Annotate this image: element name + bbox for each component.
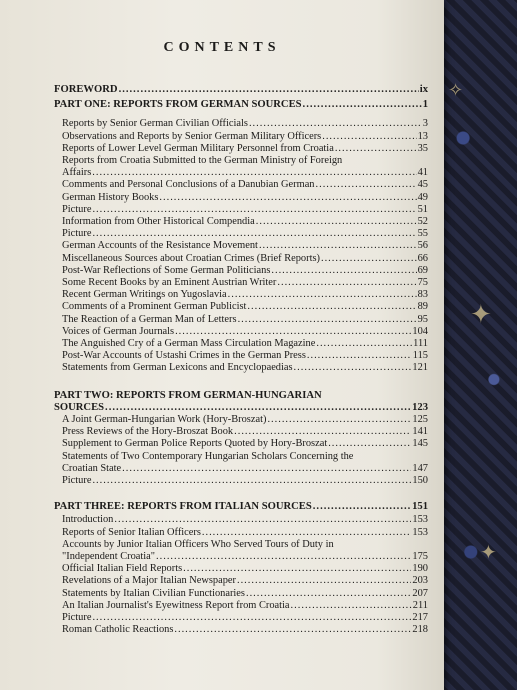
page-number: 13 — [417, 130, 428, 142]
page-number: 55 — [417, 228, 428, 240]
dot-leader — [259, 240, 417, 252]
page-number: 56 — [417, 240, 428, 252]
dot-leader — [228, 289, 417, 301]
toc-entry-title: Comments of a Prominent German Publicist — [62, 301, 247, 313]
toc-entry[interactable] — [62, 265, 428, 277]
dot-leader — [291, 600, 412, 612]
page-title: CONTENTS — [163, 40, 281, 55]
page-number: 35 — [417, 142, 428, 154]
page-number: 123 — [412, 401, 428, 413]
dot-leader — [92, 612, 411, 624]
toc-part-one-title: PART ONE: REPORTS FROM GERMAN SOURCES — [54, 99, 302, 111]
toc-entry-title: Information from Other Historical Compendia — [62, 216, 255, 227]
toc-entry-title: An Italian Journalist's Eyewitness Report from Croatia — [62, 599, 290, 611]
page-number: 52 — [417, 216, 428, 227]
toc-entry[interactable] — [62, 192, 428, 204]
toc-part-three[interactable] — [54, 501, 428, 513]
dot-leader — [322, 131, 416, 143]
dot-leader — [174, 624, 411, 636]
dot-leader — [316, 179, 417, 191]
page-number: 207 — [412, 587, 428, 599]
page-number: 75 — [417, 277, 428, 288]
toc-entry-title: Reports of Senior Italian Officers — [62, 526, 201, 538]
page-number: 153 — [412, 526, 428, 538]
dot-leader — [119, 84, 419, 96]
toc-entry[interactable] — [62, 314, 428, 326]
page-number: 83 — [417, 289, 428, 301]
dot-leader — [271, 265, 416, 277]
page-number: 1 — [422, 99, 428, 111]
toc-entry-title: Miscellaneous Sources about Croatian Crimes (Brief Reports) — [62, 252, 320, 264]
page-number: 145 — [412, 438, 428, 450]
page-number: 153 — [412, 514, 428, 526]
toc-part-one[interactable] — [54, 99, 428, 111]
dot-leader — [247, 301, 416, 313]
page-number: 211 — [412, 599, 428, 611]
toc-entry[interactable] — [62, 527, 428, 539]
dot-leader — [321, 253, 417, 265]
toc-entry[interactable] — [62, 326, 428, 338]
toc-entry-title: Statements of Two Contemporary Hungarian Scholars Concerning the — [62, 450, 354, 462]
toc-entry-title: Press Reviews of the Hory-Broszat Book — [62, 426, 234, 438]
page-number: 125 — [412, 414, 428, 425]
page-number: 95 — [417, 313, 428, 325]
toc-entry-title: Picture — [62, 612, 92, 623]
page-number: 69 — [417, 264, 428, 276]
background-fabric — [440, 0, 517, 690]
toc-entry-title-cont: "Independent Croatia" — [62, 551, 156, 562]
toc-entry[interactable] — [62, 253, 428, 265]
page-number: 141 — [412, 426, 428, 438]
toc-foreword[interactable] — [54, 84, 428, 96]
toc-entry[interactable] — [62, 588, 428, 600]
toc-entry[interactable] — [62, 514, 428, 526]
dot-leader — [328, 438, 411, 450]
dot-leader — [303, 99, 422, 111]
toc-entry-title: Official Italian Field Reports — [62, 563, 183, 575]
toc-entry[interactable] — [62, 600, 428, 612]
dot-leader — [234, 426, 411, 438]
page-number: 51 — [417, 203, 428, 215]
dot-leader — [92, 204, 416, 216]
toc-entry[interactable] — [62, 301, 428, 313]
toc-entry[interactable] — [62, 118, 428, 130]
toc-entry[interactable] — [62, 167, 428, 179]
star-pattern-icon: ✦ — [480, 542, 497, 564]
toc-entry[interactable] — [62, 612, 428, 624]
dot-leader — [156, 551, 411, 563]
toc-entry[interactable] — [62, 216, 428, 228]
dot-leader — [256, 216, 417, 228]
dot-leader — [294, 362, 412, 374]
toc-entry-title: Observations and Reports by Senior German Military Officers — [62, 130, 322, 142]
toc-entry[interactable] — [62, 624, 428, 636]
dot-leader — [175, 326, 411, 338]
toc-entry[interactable] — [62, 414, 428, 426]
dot-leader — [159, 192, 416, 204]
toc-entry[interactable] — [62, 575, 428, 587]
toc-entry[interactable] — [62, 563, 428, 575]
toc-entry[interactable] — [62, 179, 428, 191]
dot-leader — [105, 402, 411, 414]
page-number: ix — [419, 84, 428, 95]
toc-entry-title: Reports by Senior German Civilian Officials — [62, 118, 248, 130]
page-number: 104 — [412, 325, 428, 337]
page-number: 66 — [417, 252, 428, 264]
toc-entry-title: Introduction — [62, 514, 114, 526]
toc-entry-title: Picture — [62, 475, 92, 486]
page-number: 41 — [417, 167, 428, 179]
toc-entry-title-cont: Affairs — [62, 167, 92, 179]
page-number: 150 — [412, 475, 428, 486]
page-number: 121 — [412, 362, 428, 374]
toc-entry-title: Picture — [62, 203, 92, 215]
toc-entry[interactable] — [62, 289, 428, 301]
toc-entry[interactable] — [62, 131, 428, 143]
toc-entry[interactable] — [62, 228, 428, 240]
page-number: 89 — [417, 301, 428, 313]
dot-leader — [335, 143, 417, 155]
toc-part-two-title: PART TWO: REPORTS FROM GERMAN-HUNGARIAN — [54, 389, 322, 401]
toc-entry-title: Comments and Personal Conclusions of a Danubian German — [62, 179, 315, 191]
page-number: 49 — [417, 191, 428, 203]
dot-leader — [313, 501, 411, 513]
toc-entry[interactable] — [62, 426, 428, 438]
toc-entry[interactable] — [62, 338, 428, 350]
toc-entry-title: Recent German Writings on Yugoslavia — [62, 289, 227, 301]
toc-entry[interactable] — [62, 551, 428, 563]
toc-entry[interactable] — [62, 350, 428, 362]
toc-entry-title: Post-War Reflections of Some German Politicians — [62, 264, 271, 276]
toc-entry[interactable] — [62, 240, 428, 252]
toc-entry-title: A Joint German-Hungarian Work (Hory-Broszat) — [62, 414, 267, 425]
page-number: 147 — [412, 462, 428, 474]
toc-entry-title: Some Recent Books by an Eminent Austrian Writer — [62, 277, 277, 288]
toc-entry-title: Picture — [62, 228, 92, 240]
dot-leader — [92, 475, 411, 487]
toc-entry-title: Post-War Accounts of Ustashi Crimes in the German Press — [62, 350, 306, 362]
dot-leader — [249, 118, 422, 130]
dot-leader — [238, 314, 417, 326]
toc-entry-title: Voices of German Journals — [62, 325, 175, 337]
toc-part-three-title: PART THREE: REPORTS FROM ITALIAN SOURCES — [54, 501, 312, 513]
toc-entry-title: Roman Catholic Reactions — [62, 624, 174, 636]
toc-entry[interactable] — [62, 143, 428, 155]
toc-entry-title: Statements by Italian Civilian Functionaries — [62, 587, 245, 599]
toc-entry[interactable] — [62, 362, 428, 374]
page-number: 151 — [412, 501, 428, 513]
dot-leader — [267, 414, 411, 426]
toc-foreword-title: FOREWORD — [54, 84, 118, 95]
page-number: 218 — [412, 624, 428, 636]
toc-entry-title: Revelations of a Major Italian Newspaper — [62, 575, 236, 587]
dot-leader — [316, 338, 412, 350]
dot-leader — [202, 527, 412, 539]
dot-leader — [237, 575, 411, 587]
toc-entry-title: The Reaction of a German Man of Letters — [62, 313, 237, 325]
toc-entry-title-cont: Croatian State — [62, 462, 122, 474]
page-number: 217 — [412, 612, 428, 623]
toc-entry[interactable] — [62, 463, 428, 475]
dot-leader — [92, 167, 416, 179]
toc-entry-title: Supplement to German Police Reports Quoted by Hory-Broszat — [62, 438, 328, 450]
dot-leader — [183, 563, 411, 575]
dot-leader — [307, 350, 412, 362]
toc-entry[interactable] — [62, 204, 428, 216]
toc-entry-title: German History Books — [62, 191, 159, 203]
dot-leader — [277, 277, 416, 289]
dot-leader — [122, 463, 411, 475]
page-number: 190 — [412, 563, 428, 575]
toc-entry[interactable] — [62, 277, 428, 289]
toc-entry-title: Reports of Lower Level German Military Personnel from Croatia — [62, 142, 334, 154]
star-pattern-icon: ✦ — [470, 300, 492, 329]
toc-entry[interactable] — [62, 475, 428, 487]
toc-part-two[interactable] — [54, 402, 428, 414]
dot-leader — [114, 514, 411, 526]
star-pattern-icon: ✧ — [448, 80, 464, 100]
toc-entry-title: Reports from Croatia Submitted to the German Ministry of Foreign — [62, 155, 343, 166]
dot-leader — [246, 588, 411, 600]
page-number: 115 — [412, 350, 428, 362]
page-number: 111 — [413, 338, 428, 349]
page-number: 203 — [412, 575, 428, 587]
page-number: 3 — [422, 118, 428, 130]
toc-entry[interactable] — [62, 438, 428, 450]
page-number: 175 — [412, 551, 428, 562]
toc-part-two-title-cont: SOURCES — [54, 401, 105, 413]
dot-leader — [92, 228, 416, 240]
page-number: 45 — [417, 179, 428, 191]
toc-entry-title: German Accounts of the Resistance Movement — [62, 240, 258, 252]
toc-entry-title: Accounts by Junior Italian Officers Who Served Tours of Duty in — [62, 538, 334, 550]
toc-entry-title: Statements from German Lexicons and Encyclopaedias — [62, 362, 293, 374]
toc-entry-title: The Anguished Cry of a German Mass Circulation Magazine — [62, 338, 316, 349]
